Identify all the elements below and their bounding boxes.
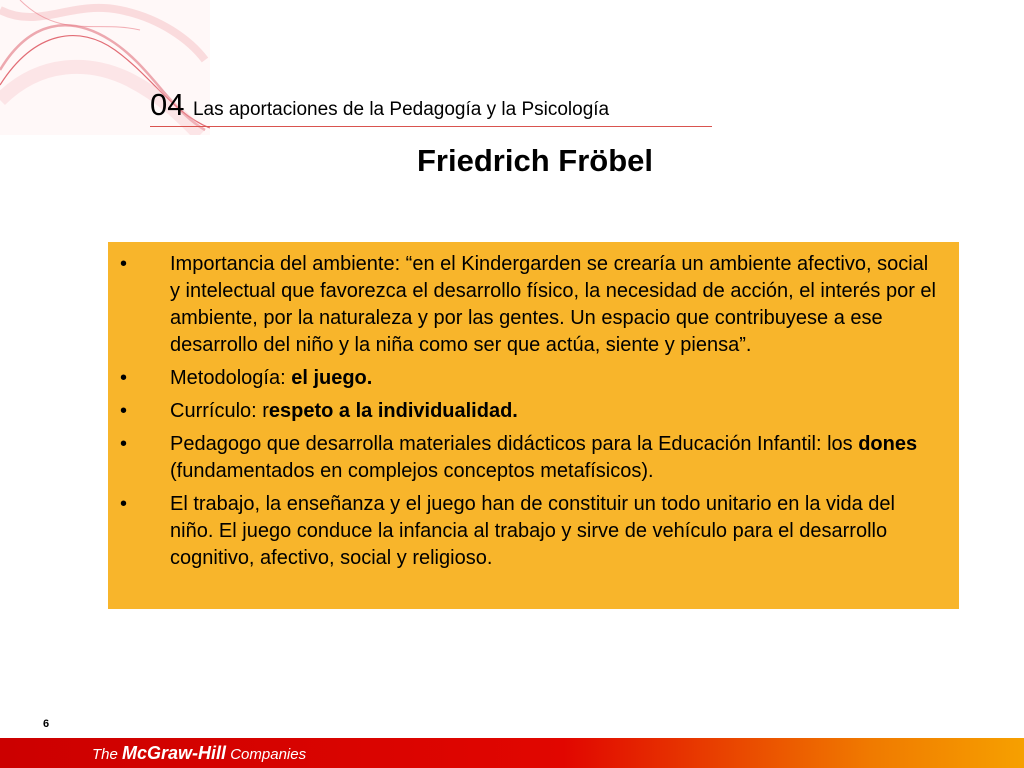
bullet-marker: •: [120, 433, 128, 455]
bullet-marker: •: [120, 367, 128, 389]
bullet-item: [120, 365, 939, 392]
logo-prefix: The: [92, 746, 123, 763]
bullet-text-segment: Importancia del ambiente: “en el Kindergarden se crearía un ambiente afectivo, social y intelectual que favorezca el desarrollo físico, la necesidad de acción, el interés por el ambiente, por la naturaleza y por las gentes. Un espacio que contribuyese a ese desarrollo del niño y la niña como ser que actúa, siente y piensa”.: [170, 253, 936, 356]
bullet-text: [170, 491, 939, 572]
bullet-text: [170, 251, 939, 359]
chapter-title: Las aportaciones de la Pedagogía y la Psicología: [192, 99, 610, 120]
bullet-text-bold: dones: [858, 433, 918, 455]
bullet-marker: •: [120, 253, 128, 275]
logo-suffix: Companies: [226, 746, 307, 763]
slide-title: Friedrich Fröbel: [417, 143, 653, 178]
bullet-text-bold: el juego.: [291, 367, 373, 389]
bullet-text-bold: espeto a la individualidad.: [268, 400, 518, 422]
page-number: 6: [43, 718, 50, 730]
bullet-item: [120, 491, 939, 572]
bullet-text: [170, 398, 939, 425]
logo-name: McGraw-Hill: [122, 743, 227, 763]
bullet-item: [120, 398, 939, 425]
bullet-text-segment: Currículo: r: [170, 400, 269, 422]
bullet-text-segment: Pedagogo que desarrolla materiales didácticos para la Educación Infantil: los: [170, 433, 859, 455]
bullet-text-segment: El trabajo, la enseñanza y el juego han de constituir un todo unitario en la vida del niño. El juego conduce la infancia al trabajo y sirve de vehículo para el desarrollo cognitivo, afectivo, social y religioso.: [170, 493, 895, 569]
bullet-text-segment: Metodología:: [170, 367, 292, 389]
footer-bar: [0, 738, 1024, 768]
bullet-list: [120, 251, 939, 572]
bullet-text: [170, 431, 939, 485]
chapter-header: [150, 88, 712, 127]
publisher-logo: [92, 743, 306, 764]
bullet-marker: •: [120, 493, 128, 515]
bullet-item: [120, 431, 939, 485]
bullet-text-segment: (fundamentados en complejos conceptos metafísicos).: [170, 460, 654, 482]
content-box: [108, 242, 959, 609]
bullet-text: [170, 365, 939, 392]
bullet-marker: •: [120, 400, 128, 422]
chapter-number: 04: [150, 87, 185, 122]
bullet-item: [120, 251, 939, 359]
